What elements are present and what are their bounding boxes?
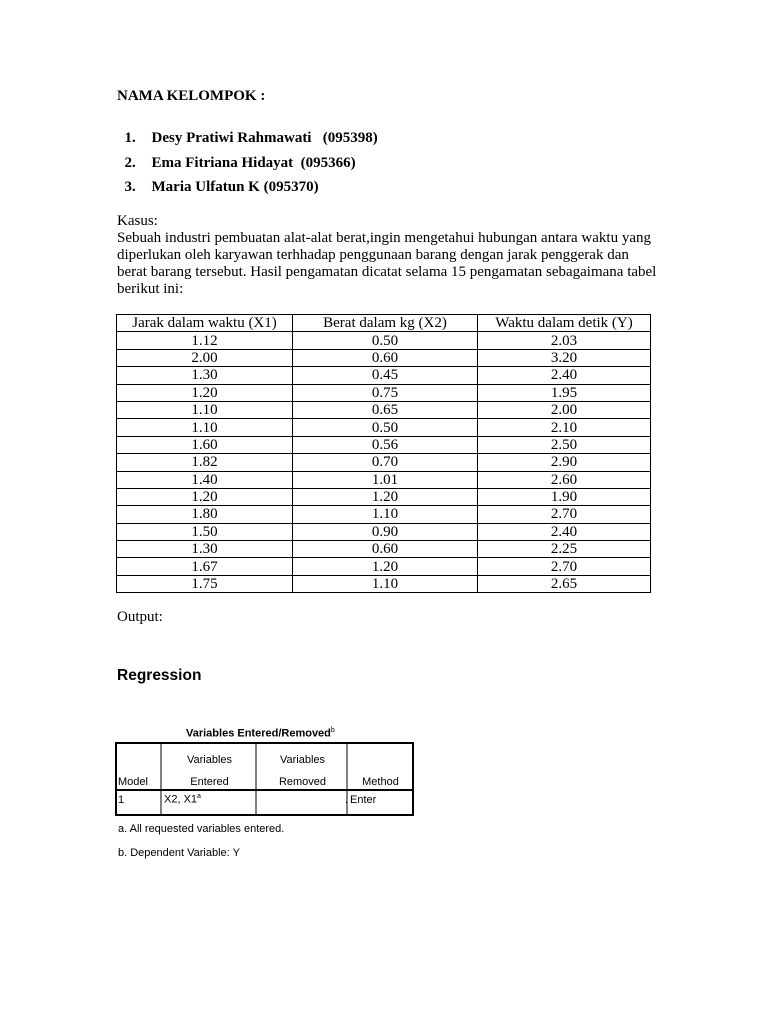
table-row — [117, 575, 651, 592]
table-cell: 2.70 — [478, 506, 651, 523]
table-row — [117, 471, 651, 488]
spss-title-text: Variables Entered/Removed — [186, 727, 331, 740]
variables-entered-table — [116, 743, 413, 811]
member-name: Ema Fitriana Hidayat (095366) — [151, 155, 356, 171]
table-cell: 1.20 — [117, 488, 293, 505]
table-cell: 2.40 — [478, 367, 651, 384]
group-heading: NAMA KELOMPOK : — [117, 88, 266, 104]
spss-model-cell: 1 — [118, 793, 125, 806]
case-section — [117, 213, 657, 298]
table-cell: 1.01 — [293, 471, 478, 488]
table-cell: 0.70 — [293, 454, 478, 471]
table-cell: 1.30 — [117, 541, 293, 558]
table-row — [117, 488, 651, 505]
table-cell: 1.50 — [117, 523, 293, 540]
table-cell: 2.60 — [478, 471, 651, 488]
table-row — [117, 541, 651, 558]
table-cell: 1.67 — [117, 558, 293, 575]
table-row — [117, 436, 651, 453]
table-cell: 0.50 — [293, 419, 478, 436]
case-text: Sebuah industri pembuatan alat-alat berat,ingin mengetahui hubungan antara waktu yang diperlukan oleh karyawan terhhadap penggunaan barang dengan jarak penggerak dan berat barang tersebut. Hasil pengamatan dicatat selama 15 pengamatan sebagaimana tabel berikut ini: — [117, 230, 657, 297]
table-cell: 1.10 — [117, 401, 293, 418]
table-cell: 1.75 — [117, 575, 293, 592]
table-cell: 2.00 — [478, 401, 651, 418]
table-cell: 1.82 — [117, 454, 293, 471]
table-cell: 2.70 — [478, 558, 651, 575]
member-item — [117, 162, 319, 196]
footnote: b. Dependent Variable: Y — [118, 847, 240, 859]
table-cell: 2.03 — [478, 332, 651, 349]
table-cell: 0.65 — [293, 401, 478, 418]
table-cell: 0.50 — [293, 332, 478, 349]
table-cell: 1.20 — [117, 384, 293, 401]
member-number: 3. — [124, 179, 136, 195]
observation-table — [116, 314, 651, 593]
table-cell: 0.75 — [293, 384, 478, 401]
output-label: Output: — [117, 609, 163, 625]
member-name: Maria Ulfatun K (095370) — [151, 179, 319, 195]
table-cell: 2.90 — [478, 454, 651, 471]
table-cell: 2.00 — [117, 349, 293, 366]
table-row — [117, 523, 651, 540]
table-cell: 1.20 — [293, 488, 478, 505]
table-cell: 2.25 — [478, 541, 651, 558]
spss-header-cell: Variables — [186, 754, 233, 766]
table-row — [117, 454, 651, 471]
spss-header-row — [116, 743, 413, 766]
spss-title-footnote-mark: b — [330, 727, 335, 734]
table-cell: 0.90 — [293, 523, 478, 540]
table-row — [117, 401, 651, 418]
table-row — [117, 419, 651, 436]
table-cell: 1.10 — [293, 506, 478, 523]
table-cell: 1.20 — [293, 558, 478, 575]
spss-header-cell: Model — [118, 776, 148, 788]
spss-header-cell: Method — [362, 776, 399, 788]
spss-header-cell — [116, 743, 162, 766]
table-cell: 1.30 — [117, 367, 293, 384]
table-cell: 2.10 — [478, 419, 651, 436]
spss-removed-cell: . — [344, 793, 348, 806]
table-cell: 1.40 — [117, 471, 293, 488]
spss-entered-cell — [162, 788, 257, 811]
member-number: 1. — [124, 130, 136, 146]
spss-entered-value: X2, X1 — [164, 793, 198, 806]
table-cell: 2.65 — [478, 575, 651, 592]
table-row — [117, 506, 651, 523]
table-cell: 0.60 — [293, 541, 478, 558]
table-cell: 0.45 — [293, 367, 478, 384]
member-name: Desy Pratiwi Rahmawati (095398) — [151, 130, 378, 146]
table-cell: 1.60 — [117, 436, 293, 453]
spss-table-title — [186, 727, 335, 740]
spss-header-row — [116, 766, 413, 788]
table-cell: 2.40 — [478, 523, 651, 540]
table-row — [117, 367, 651, 384]
member-number: 2. — [124, 155, 136, 171]
table-cell: 1.12 — [117, 332, 293, 349]
spss-entered-footnote-mark: a — [197, 793, 201, 801]
column-header: Waktu dalam detik (Y) — [478, 315, 651, 332]
table-cell: 1.95 — [478, 384, 651, 401]
spss-header-cell: Variables — [279, 754, 326, 766]
column-header: Jarak dalam waktu (X1) — [117, 315, 293, 332]
table-cell: 0.60 — [293, 349, 478, 366]
table-row — [117, 332, 651, 349]
table-cell: 0.56 — [293, 436, 478, 453]
table-cell: 1.10 — [117, 419, 293, 436]
regression-title: Regression — [117, 667, 202, 684]
table-row — [117, 349, 651, 366]
spss-header-cell: Removed — [278, 776, 327, 788]
case-label: Kasus: — [117, 213, 158, 229]
table-cell: 1.90 — [478, 488, 651, 505]
spss-method-cell: Enter — [350, 793, 377, 806]
table-cell: 1.80 — [117, 506, 293, 523]
table-cell: 3.20 — [478, 349, 651, 366]
table-row — [117, 384, 651, 401]
spss-header-cell: Entered — [190, 776, 229, 788]
footnote: a. All requested variables entered. — [118, 823, 285, 835]
table-cell: 2.50 — [478, 436, 651, 453]
table-row — [117, 558, 651, 575]
column-header: Berat dalam kg (X2) — [293, 315, 478, 332]
table-cell: 1.10 — [293, 575, 478, 592]
spss-data-row — [116, 788, 413, 811]
table-header-row — [117, 315, 651, 332]
spss-header-cell — [348, 743, 413, 766]
